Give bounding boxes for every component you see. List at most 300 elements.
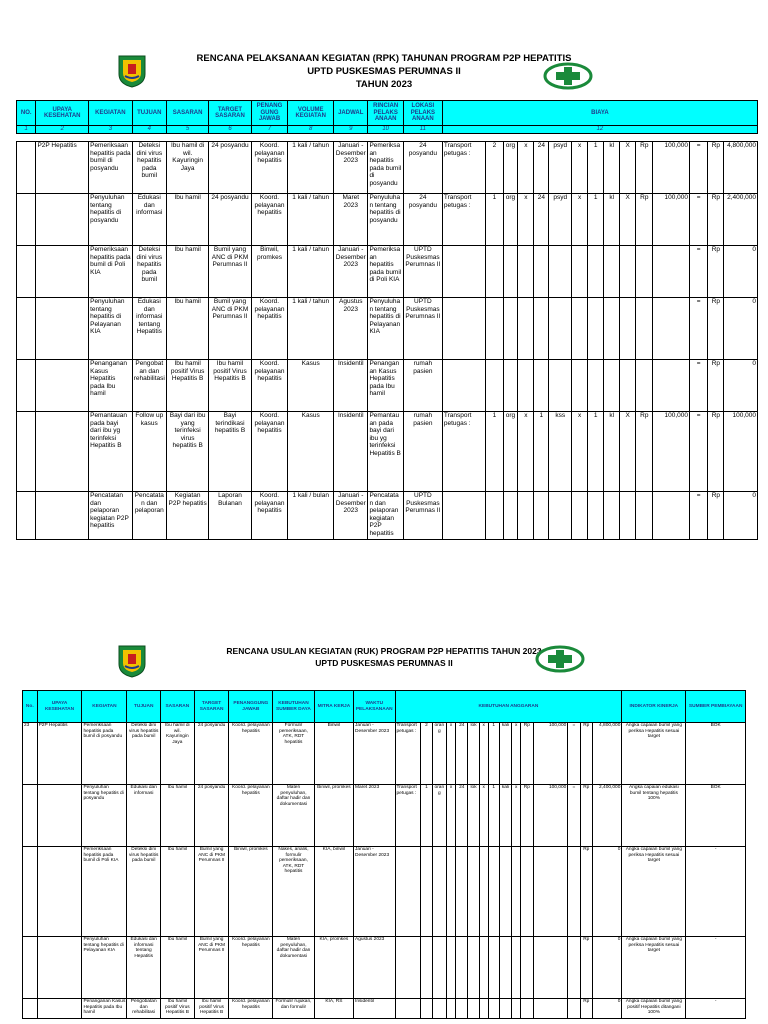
indikator-cell: Angka capaian bumil yang periksa Hepatitis sesuai target — [622, 723, 686, 785]
col-number: 9 — [334, 126, 368, 134]
biaya-rp-cell: Rp — [708, 412, 724, 492]
rpk-title-line1: RENCANA PELAKSANAAN KEGIATAN (RPK) TAHUNAN PROGRAM P2P HEPATITIS — [196, 53, 572, 64]
biaya-x1-cell — [518, 360, 534, 412]
biaya-total-cell: 0 — [724, 360, 758, 412]
anggaran-total-cell: 0 — [592, 999, 621, 1019]
biaya-rp1-cell — [636, 298, 653, 360]
pj-cell: Koord. pelayanan hepatitis — [251, 142, 288, 194]
biaya-x2-cell — [572, 492, 588, 540]
header-indikator: INDIKATOR KINERJA — [622, 691, 686, 723]
pembiayaan-cell: BOK — [686, 785, 746, 847]
volume-cell: 1 kali / bulan — [288, 492, 334, 540]
anggaran-rp1-cell: Rp — [521, 785, 533, 847]
biaya-rp1-cell — [636, 360, 653, 412]
biaya-price-cell: 100,000 — [653, 194, 690, 246]
table-row — [17, 492, 758, 540]
lokasi-cell: rumah pasien — [403, 412, 442, 492]
biaya-q1-cell: 1 — [486, 194, 503, 246]
volume-cell: 1 kali / tahun — [288, 246, 334, 298]
anggaran-u2-cell: lok — [468, 785, 479, 847]
rincian-cell: Penyuluhan tentang hepatitis di Pelayanan KIA — [368, 298, 403, 360]
anggaran-q1-cell — [421, 999, 432, 1019]
header-pj: PENANG GUNG JAWAB — [251, 101, 288, 126]
anggaran-total-cell: 0 — [592, 937, 621, 999]
sasaran-cell: Ibu hamil — [166, 194, 208, 246]
lokasi-cell: UPTD Puskesmas Perumnas II — [403, 298, 442, 360]
rincian-cell: Penyuluhan tentang hepatitis di posyandu — [368, 194, 403, 246]
lokasi-cell: 24 posyandu — [403, 142, 442, 194]
anggaran-q1-cell — [421, 847, 432, 937]
col-number: 1 — [17, 126, 36, 134]
kegiatan-cell: Penyuluhan tentang hepatitis di Pelayanan KIA — [89, 298, 133, 360]
anggaran-eq-cell: = — [568, 785, 580, 847]
table-row — [17, 142, 758, 194]
rincian-cell: Pencatatan dan pelaporan kegiatan P2P hepatitis — [368, 492, 403, 540]
biaya-q2-cell — [534, 246, 549, 298]
lokasi-cell: UPTD Puskesmas Perumnas II — [403, 492, 442, 540]
biaya-eq-cell: = — [690, 246, 708, 298]
biaya-label-cell — [442, 246, 486, 298]
biaya-q3-cell — [588, 246, 604, 298]
header-rincian: RINCIAN PELAKS ANAAN — [368, 101, 403, 126]
target-cell: Bumil yang ANC di PKM Perumnas II — [194, 937, 229, 999]
tujuan-cell: Follow up kasus — [132, 412, 166, 492]
puskesmas-logo-icon — [543, 62, 593, 90]
header-lokasi: LOKASI PELAKS ANAAN — [403, 101, 442, 126]
biaya-rp1-cell: Rp — [636, 412, 653, 492]
biaya-rp1-cell — [636, 246, 653, 298]
sumber-daya-cell: Nakes, analis, formulir pemeriksaan, ATK, RDT hepatitis — [273, 847, 315, 937]
biaya-q1-cell — [486, 298, 503, 360]
biaya-u1-cell: org — [503, 412, 518, 492]
anggaran-u2-cell — [468, 999, 479, 1019]
kegiatan-cell: Penanganan Kasus Hepatitis pada Ibu hamil — [82, 999, 127, 1019]
header-anggaran: KEBUTUHAN ANGGARAN — [395, 691, 622, 723]
ruk-page — [0, 600, 768, 1024]
upaya-cell — [36, 298, 89, 360]
biaya-q3-cell: 1 — [588, 412, 604, 492]
pj-cell: Koord. pelayanan hepatitis — [229, 999, 273, 1019]
rincian-cell: Pemeriksaan hepatitis pada bumil di Poli KIA — [368, 246, 403, 298]
biaya-x1-cell — [518, 246, 534, 298]
biaya-u2-cell: psyd — [549, 194, 572, 246]
no-cell — [17, 360, 36, 412]
volume-cell: 1 kali / tahun — [288, 142, 334, 194]
anggaran-q3-cell: 1 — [488, 785, 499, 847]
col-number: 3 — [89, 126, 133, 134]
biaya-u1-cell — [503, 360, 518, 412]
anggaran-q1-cell — [421, 937, 432, 999]
no-cell — [17, 492, 36, 540]
lokasi-cell: 24 posyandu — [403, 194, 442, 246]
col-number: 7 — [251, 126, 288, 134]
biaya-u2-cell — [549, 246, 572, 298]
tujuan-cell: Deteksi dini virus hepatitis pada bumil — [127, 723, 161, 785]
no-cell — [17, 298, 36, 360]
biaya-rp-cell: Rp — [708, 142, 724, 194]
biaya-q1-cell — [486, 246, 503, 298]
sumber-daya-cell: Formulir pemeriksaan, ATK, RDT hepatitis — [273, 723, 315, 785]
no-cell — [17, 194, 36, 246]
biaya-x3-cell — [620, 298, 636, 360]
biaya-u3-cell — [604, 246, 620, 298]
anggaran-rp1-cell — [521, 937, 533, 999]
col-number: 6 — [209, 126, 251, 134]
anggaran-q3-cell: 1 — [488, 723, 499, 785]
biaya-x1-cell: x — [518, 194, 534, 246]
upaya-cell — [36, 412, 89, 492]
pj-cell: Koord. pelayanan hepatitis — [251, 412, 288, 492]
biaya-total-cell: 100,000 — [724, 412, 758, 492]
upaya-cell: P2P Hepatitis — [37, 723, 82, 785]
sumber-daya-cell: Materi penyuluhan, daftar hadir dan dokumentasi — [273, 937, 315, 999]
tujuan-cell: Edukasi dan informasi tentang Hepatitis — [132, 298, 166, 360]
header-waktu: WAKTU PELAKSANAAN — [354, 691, 396, 723]
target-cell: Bumil yang ANC di PKM Perumnas II — [209, 298, 251, 360]
biaya-u3-cell: kl — [604, 194, 620, 246]
biaya-u2-cell: psyd — [549, 142, 572, 194]
upaya-cell — [36, 246, 89, 298]
waktu-cell: Maret 2023 — [354, 785, 396, 847]
biaya-total-cell: 0 — [724, 492, 758, 540]
biaya-q2-cell — [534, 298, 549, 360]
tujuan-cell: Pengobatan dan rehabilitasi — [127, 999, 161, 1019]
anggaran-u1-cell — [432, 847, 447, 937]
header-sasaran: SASARAN — [161, 691, 195, 723]
biaya-x2-cell — [572, 246, 588, 298]
target-cell: 24 posyandu — [209, 142, 251, 194]
no-cell — [23, 847, 38, 937]
biaya-x3-cell: X — [620, 142, 636, 194]
anggaran-eq-cell — [568, 937, 580, 999]
table-row — [23, 847, 746, 937]
biaya-total-cell: 0 — [724, 246, 758, 298]
mitra-cell: Binwil, promkes — [314, 785, 353, 847]
tujuan-cell: Edukasi dan informasi — [127, 785, 161, 847]
target-cell: Laporan Bulanan — [209, 492, 251, 540]
tujuan-cell: Deteksi dini virus hepatitis pada bumil — [132, 246, 166, 298]
biaya-eq-cell: = — [690, 360, 708, 412]
biaya-q2-cell: 24 — [534, 142, 549, 194]
anggaran-label-cell — [395, 937, 421, 999]
sasaran-cell: Kegiatan P2P hepatitis — [166, 492, 208, 540]
biaya-u3-cell: kl — [604, 142, 620, 194]
kegiatan-cell: Penyuluhan tentang hepatitis di Pelayanan KIA — [82, 937, 127, 999]
anggaran-x1-cell — [447, 937, 456, 999]
rpk-title-line2: UPTD PUSKESMAS PERUMNAS II — [307, 66, 461, 77]
biaya-price-cell — [653, 360, 690, 412]
target-cell: 24 posyandu — [194, 723, 229, 785]
biaya-q1-cell — [486, 360, 503, 412]
col-number: 2 — [36, 126, 89, 134]
header-kegiatan: KEGIATAN — [89, 101, 133, 126]
biaya-x3-cell — [620, 246, 636, 298]
rincian-cell: Pemantauan pada bayi dari ibu yg terinfeksi Hepatitis B — [368, 412, 403, 492]
kegiatan-cell: Pemeriksaan hepatitis pada bumil di posyandu — [82, 723, 127, 785]
pj-cell: Binwil, promkes — [251, 246, 288, 298]
biaya-q1-cell — [486, 492, 503, 540]
tujuan-cell: Pencatatan dan pelaporan — [132, 492, 166, 540]
anggaran-label-cell — [395, 847, 421, 937]
pj-cell: Koord. pelayanan hepatitis — [251, 492, 288, 540]
anggaran-rp-cell: Rp — [580, 937, 592, 999]
sasaran-cell: Ibu hamil — [166, 246, 208, 298]
header-biaya: BIAYA — [442, 101, 757, 126]
anggaran-x3-cell: x — [512, 723, 521, 785]
biaya-label-cell — [442, 360, 486, 412]
biaya-eq-cell: = — [690, 194, 708, 246]
anggaran-price-cell — [533, 937, 568, 999]
rincian-cell: Pemeriksaan hepatitis pada bumil di posyandu — [368, 142, 403, 194]
kegiatan-cell: Pemeriksaan hepatitis pada bumil di posyandu — [89, 142, 133, 194]
anggaran-rp1-cell: Rp — [521, 723, 533, 785]
biaya-x2-cell: x — [572, 194, 588, 246]
anggaran-x2-cell — [479, 999, 488, 1019]
tujuan-cell: Pengobatan dan rehabilitasi — [132, 360, 166, 412]
volume-cell: 1 kali / tahun — [288, 194, 334, 246]
anggaran-q1-cell: 1 — [421, 785, 432, 847]
anggaran-u1-cell — [432, 937, 447, 999]
biaya-eq-cell: = — [690, 492, 708, 540]
no-cell — [17, 412, 36, 492]
ruk-title-line1: RENCANA USULAN KEGIATAN (RUK) PROGRAM P2P HEPATITIS TAHUN 2023 — [226, 646, 542, 656]
tujuan-cell: Deteksi dini virus hepatitis pada bumil — [127, 847, 161, 937]
header-target: TARGET SASARAN — [209, 101, 251, 126]
col-number: 8 — [288, 126, 334, 134]
mitra-cell: Binwil — [314, 723, 353, 785]
biaya-u1-cell — [503, 492, 518, 540]
lokasi-cell: UPTD Puskesmas Perumnas II — [403, 246, 442, 298]
biaya-rp1-cell: Rp — [636, 194, 653, 246]
anggaran-q2-cell: 24 — [456, 723, 468, 785]
pembiayaan-cell: - — [686, 999, 746, 1019]
sasaran-cell: Ibu hamil — [161, 785, 195, 847]
anggaran-x3-cell — [512, 937, 521, 999]
biaya-total-cell: 2,400,000 — [724, 194, 758, 246]
header-pj: PENANGGUNG JAWAB — [229, 691, 273, 723]
header-sasaran: SASARAN — [166, 101, 208, 126]
biaya-u1-cell — [503, 246, 518, 298]
biaya-x3-cell: X — [620, 194, 636, 246]
anggaran-q2-cell — [456, 999, 468, 1019]
biaya-price-cell — [653, 298, 690, 360]
anggaran-eq-cell — [568, 847, 580, 937]
biaya-q2-cell — [534, 360, 549, 412]
kegiatan-cell: Pemeriksaan hepatitis pada bumil di Poli KIA — [89, 246, 133, 298]
pj-cell: Koord. pelayanan hepatitis — [251, 360, 288, 412]
biaya-x1-cell — [518, 298, 534, 360]
anggaran-q3-cell — [488, 847, 499, 937]
biaya-price-cell — [653, 492, 690, 540]
table-row — [23, 785, 746, 847]
anggaran-rp-cell: Rp — [580, 785, 592, 847]
header-sumber-daya: KEBUTUHAN SUMBER DAYA — [273, 691, 315, 723]
header-kegiatan: KEGIATAN — [82, 691, 127, 723]
kegiatan-cell: Pemeriksaan hepatitis pada bumil di Poli KIA — [82, 847, 127, 937]
mitra-cell: KIA, promkes — [314, 937, 353, 999]
col-number: 11 — [403, 126, 442, 134]
pj-cell: Binwil, promkes — [229, 847, 273, 937]
jadwal-cell: Januari - Desember 2023 — [334, 492, 368, 540]
table-row — [17, 360, 758, 412]
anggaran-eq-cell: = — [568, 723, 580, 785]
no-cell — [23, 999, 38, 1019]
sasaran-cell: Ibu hamil — [161, 847, 195, 937]
biaya-x3-cell — [620, 360, 636, 412]
biaya-u3-cell: kl — [604, 412, 620, 492]
header-tujuan: TUJUAN — [132, 101, 166, 126]
header-target: TARGET SASARAN — [194, 691, 229, 723]
col-number: 4 — [132, 126, 166, 134]
sumber-daya-cell: Formulir rujukan, dan formulir — [273, 999, 315, 1019]
anggaran-u3-cell — [499, 937, 511, 999]
indikator-cell: Angka capaian edukasi bumil tentang hepatitis 100% — [622, 785, 686, 847]
anggaran-u1-cell: orang — [432, 723, 447, 785]
anggaran-x1-cell: x — [447, 723, 456, 785]
biaya-q2-cell: 1 — [534, 412, 549, 492]
jadwal-cell: Insidentil — [334, 412, 368, 492]
volume-cell: 1 kali / tahun — [288, 298, 334, 360]
table-row — [17, 298, 758, 360]
anggaran-rp-cell: Rp — [580, 847, 592, 937]
anggaran-u2-cell — [468, 937, 479, 999]
biaya-q3-cell: 1 — [588, 194, 604, 246]
anggaran-rp-cell: Rp — [580, 999, 592, 1019]
sasaran-cell: Ibu hamil — [166, 298, 208, 360]
pj-cell: Koord. pelayanan hepatitis — [251, 298, 288, 360]
anggaran-eq-cell — [568, 999, 580, 1019]
anggaran-x2-cell: x — [479, 723, 488, 785]
anggaran-q2-cell — [456, 937, 468, 999]
table-row — [17, 412, 758, 492]
biaya-q2-cell — [534, 492, 549, 540]
anggaran-u3-cell: kali — [499, 723, 511, 785]
pj-cell: Koord. pelayanan hepatitis — [229, 723, 273, 785]
jadwal-cell: Agustus 2023 — [334, 298, 368, 360]
target-cell: Bumil yang ANC di PKM Perumnas II — [194, 847, 229, 937]
anggaran-x2-cell — [479, 847, 488, 937]
biaya-label-cell: Transport petugas : — [442, 412, 486, 492]
sasaran-cell: Ibu hamil positif Virus Hepatitis B — [161, 999, 195, 1019]
header-pembiayaan: SUMBER PEMBIAYAAN — [686, 691, 746, 723]
anggaran-x1-cell: x — [447, 785, 456, 847]
biaya-u1-cell: org — [503, 194, 518, 246]
biaya-total-cell: 0 — [724, 298, 758, 360]
header-mitra: MITRA KERJA — [314, 691, 353, 723]
anggaran-x3-cell — [512, 999, 521, 1019]
biaya-u3-cell — [604, 360, 620, 412]
header-no: NO. — [17, 101, 36, 126]
biaya-u3-cell — [604, 492, 620, 540]
kegiatan-cell: Pencatatan dan pelaporan kegiatan P2P hepatitis — [89, 492, 133, 540]
target-cell: Bumil yang ANC di PKM Perumnas II — [209, 246, 251, 298]
pembiayaan-cell: - — [686, 847, 746, 937]
anggaran-total-cell: 2,400,000 — [592, 785, 621, 847]
tujuan-cell: Edukasi dan informasi — [132, 194, 166, 246]
anggaran-label-cell: Transport petugas : — [395, 785, 421, 847]
biaya-price-cell: 100,000 — [653, 412, 690, 492]
anggaran-price-cell: 100,000 — [533, 723, 568, 785]
anggaran-rp1-cell — [521, 847, 533, 937]
pj-cell: Koord. pelayanan hepatitis — [251, 194, 288, 246]
anggaran-x2-cell — [479, 937, 488, 999]
biaya-x1-cell: x — [518, 142, 534, 194]
target-cell: 24 posyandu — [209, 194, 251, 246]
biaya-x3-cell — [620, 492, 636, 540]
ruk-table — [22, 690, 746, 1019]
biaya-eq-cell: = — [690, 298, 708, 360]
biaya-eq-cell: = — [690, 142, 708, 194]
sumber-daya-cell: Materi penyuluhan, daftar hadir dan dokumentasi — [273, 785, 315, 847]
anggaran-u2-cell: lok — [468, 723, 479, 785]
jadwal-cell: Insidentil — [334, 360, 368, 412]
anggaran-x2-cell: x — [479, 785, 488, 847]
biaya-rp1-cell — [636, 492, 653, 540]
target-cell: Bayi terindikasi hepatitis B — [209, 412, 251, 492]
header-tujuan: TUJUAN — [127, 691, 161, 723]
ruk-title-line2: UPTD PUSKESMAS PERUMNAS II — [315, 658, 453, 668]
header-volume: VOLUME KEGIATAN — [288, 101, 334, 126]
kegiatan-cell: Pemantauan pada bayi dari ibu yg terinfeksi Hepatitis B — [89, 412, 133, 492]
biaya-q3-cell: 1 — [588, 142, 604, 194]
biaya-rp-cell: Rp — [708, 194, 724, 246]
sasaran-cell: Bayi dari ibu yang terinfeksi virus hepatitis B — [166, 412, 208, 492]
anggaran-total-cell: 0 — [592, 847, 621, 937]
biaya-u2-cell — [549, 492, 572, 540]
biaya-eq-cell: = — [690, 412, 708, 492]
upaya-cell — [36, 492, 89, 540]
waktu-cell: Agustus 2023 — [354, 937, 396, 999]
table-row — [23, 999, 746, 1019]
volume-cell: Kasus — [288, 412, 334, 492]
table-row — [23, 937, 746, 999]
biaya-total-cell: 4,800,000 — [724, 142, 758, 194]
biaya-x1-cell: x — [518, 412, 534, 492]
sasaran-cell: Ibu hamil di wil. Kayuringin Jaya — [166, 142, 208, 194]
biaya-rp1-cell: Rp — [636, 142, 653, 194]
table-row — [23, 723, 746, 785]
anggaran-price-cell — [533, 847, 568, 937]
table-row — [17, 246, 758, 298]
biaya-x2-cell — [572, 360, 588, 412]
target-cell: Ibu hamil positif Virus Hepatitis B — [209, 360, 251, 412]
header-upaya: UPAYA KESEHATAN — [36, 101, 89, 126]
biaya-rp-cell: Rp — [708, 246, 724, 298]
biaya-label-cell: Transport petugas : — [442, 142, 486, 194]
anggaran-label-cell — [395, 999, 421, 1019]
waktu-cell: Insidentil — [354, 999, 396, 1019]
biaya-label-cell: Transport petugas : — [442, 194, 486, 246]
biaya-q3-cell — [588, 298, 604, 360]
anggaran-label-cell: Transport petugas : — [395, 723, 421, 785]
col-number: 12 — [442, 126, 757, 134]
biaya-rp-cell: Rp — [708, 298, 724, 360]
tujuan-cell: Deteksi dini virus hepatitis pada bumil — [132, 142, 166, 194]
anggaran-total-cell: 4,800,000 — [592, 723, 621, 785]
rpk-title-line3: TAHUN 2023 — [355, 79, 413, 90]
upaya-cell — [37, 847, 82, 937]
upaya-cell: P2P Hepatitis — [36, 142, 89, 194]
anggaran-q3-cell — [488, 937, 499, 999]
no-cell — [23, 937, 38, 999]
jadwal-cell: Maret 2023 — [334, 194, 368, 246]
kegiatan-cell: Penyuluhan tentang hepatitis di posyandu — [89, 194, 133, 246]
jadwal-cell: Januari - Desember 2023 — [334, 246, 368, 298]
rincian-cell: Penanganan Kasus Hepatitis pada Ibu hamil — [368, 360, 403, 412]
mitra-cell: KIA, binwil — [314, 847, 353, 937]
puskesmas-logo-icon — [535, 645, 585, 673]
biaya-x2-cell: x — [572, 412, 588, 492]
